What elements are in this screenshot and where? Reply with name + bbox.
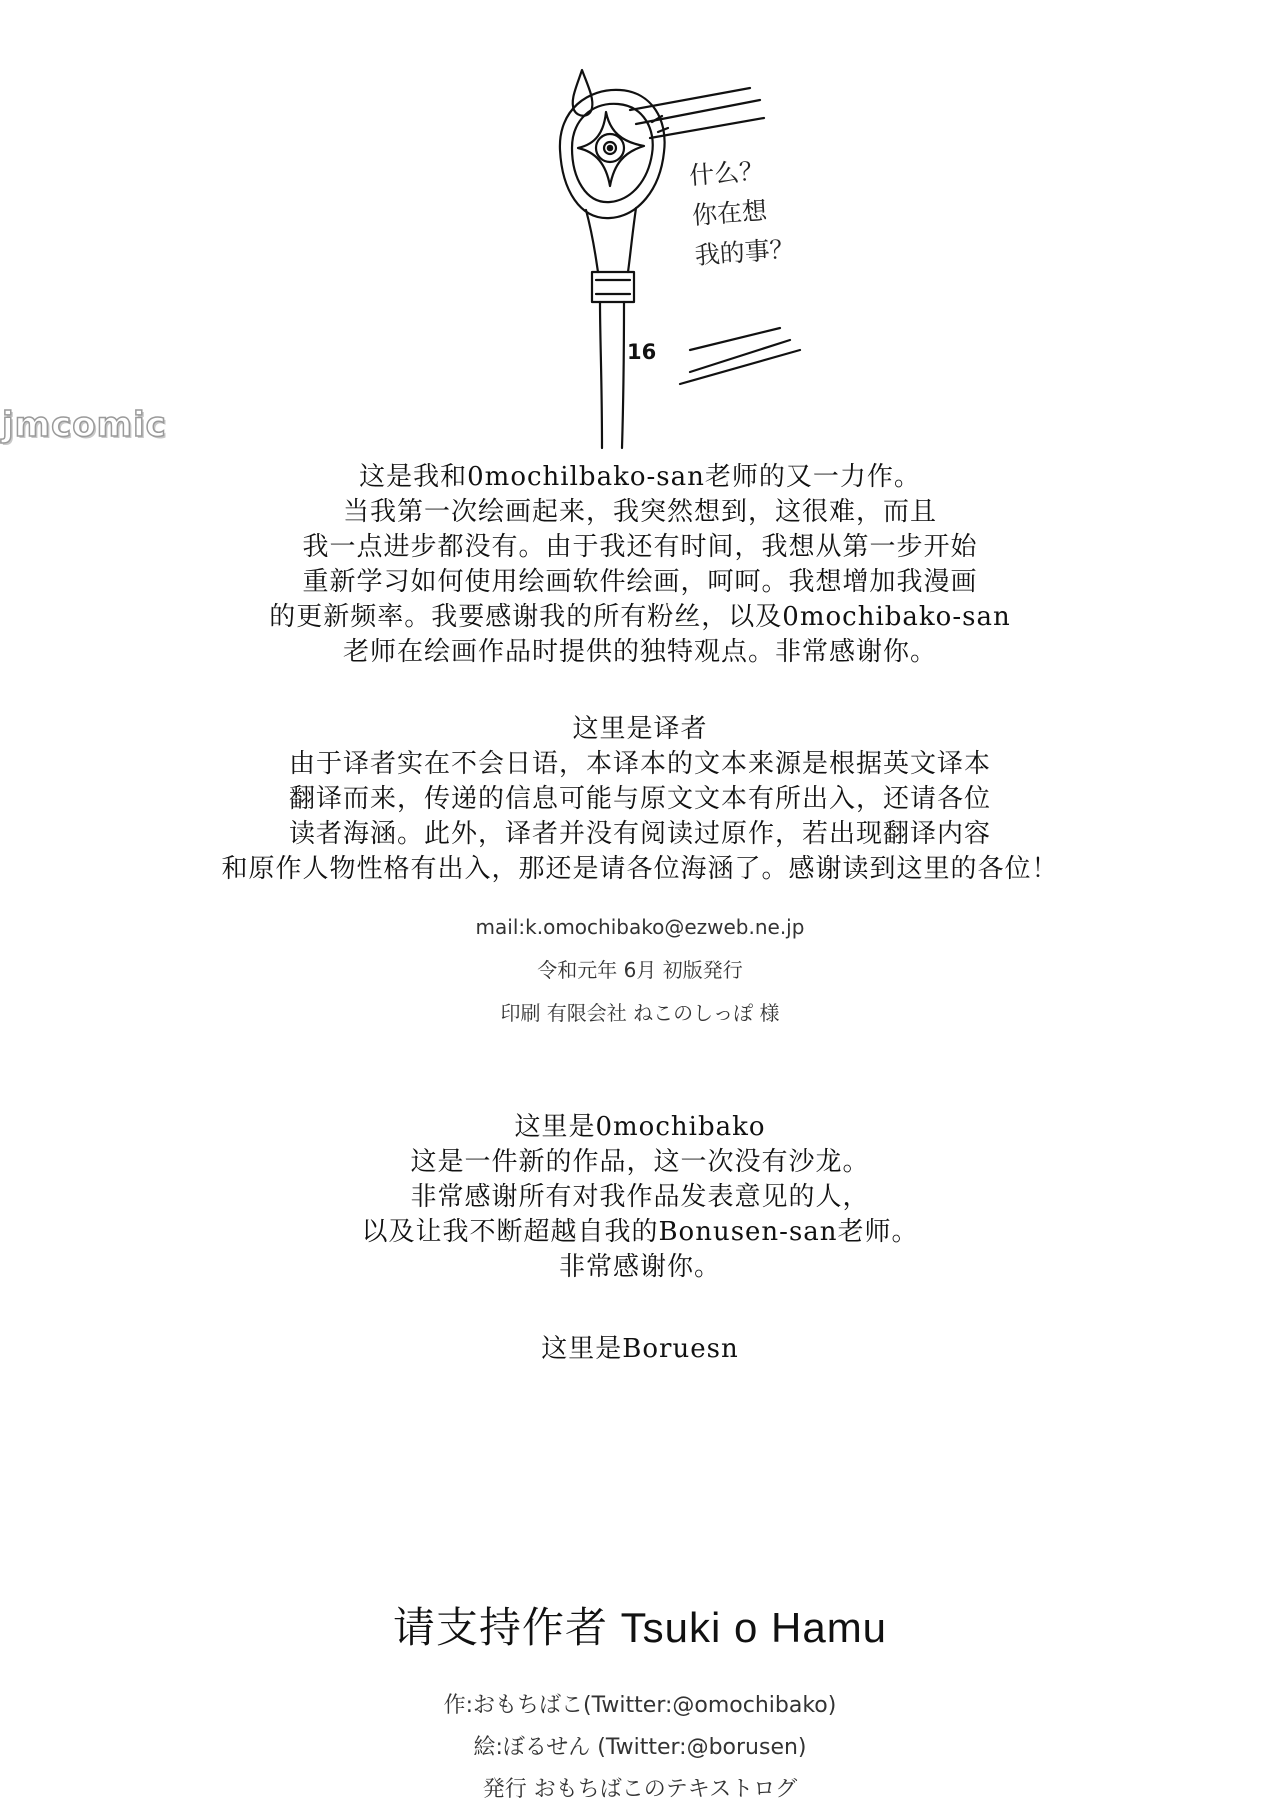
omochibako-note-line: 非常感谢你。 (558, 1252, 721, 1282)
author-note-line: 当我第一次绘画起来，我突然想到，这很难，而且 (342, 497, 937, 527)
author-note-line: 老师在绘画作品时提供的独特观点。非常感谢你。 (342, 637, 937, 667)
page-number: 16 (627, 340, 657, 364)
translator-note-line: 读者海涵。此外，译者并没有阅读过原作，若出现翻译内容 (288, 819, 991, 849)
printer-info: 印刷 有限会社 ねこのしっぽ 様 (500, 1001, 780, 1025)
translator-note-line: 翻译而来，传递的信息可能与原文文本有所出入，还请各位 (288, 784, 991, 814)
credits (0, 1685, 1280, 1811)
author-note-line: 重新学习如何使用绘画软件绘画，呵呵。我想增加我漫画 (302, 567, 978, 597)
speech-line: 我的事？ (693, 234, 796, 271)
translator-note-line: 和原作人物性格有出入，那还是请各位海涵了。感谢读到这里的各位！ (221, 854, 1059, 884)
boruesn-note (0, 1332, 1280, 1367)
author-note-line: 我一点进步都没有。由于我还有时间，我想从第一步开始 (302, 532, 978, 562)
edition-info: 令和元年 6月 初版発行 (537, 958, 743, 982)
translator-note (0, 712, 1280, 887)
translator-note-line: 由于译者实在不会日语，本译本的文本来源是根据英文译本 (288, 749, 991, 779)
credit-author: 作:おもちばこ(Twitter:@omochibako) (443, 1693, 837, 1718)
staff-shaft (600, 302, 624, 448)
speech-line: 什么？ (688, 156, 766, 191)
omochibako-note-line: 以及让我不断超越自我的Bonusen-san老师。 (361, 1217, 919, 1247)
author-note-line: 这是我和0mochilbako-san老师的又一力作。 (359, 462, 921, 492)
omochibako-note-line: 非常感谢所有对我作品发表意见的人， (410, 1182, 870, 1212)
credit-illustrator: 絵:ぼるせん (Twitter:@borusen) (473, 1735, 807, 1760)
publication-info (0, 906, 1280, 1035)
support-author-title: 请支持作者 Tsuki o Hamu (392, 1604, 888, 1651)
sweat-drop-icon (573, 70, 593, 116)
boruesn-note-heading: 这里是Boruesn (541, 1334, 739, 1364)
omochibako-note (0, 1110, 1280, 1285)
author-note (0, 460, 1280, 670)
translator-note-heading: 这里是译者 (572, 714, 708, 744)
contact-email: mail:k.omochibako@ezweb.ne.jp (475, 915, 805, 939)
speech-line: 你在想 (691, 195, 768, 231)
speech-bubble-text (688, 148, 816, 276)
watermark-logo: jmcomic (2, 405, 167, 445)
omochibako-note-heading: 这里是0mochibako (514, 1112, 766, 1142)
author-note-line: 的更新频率。我要感谢我的所有粉丝，以及0mochibako-san (269, 602, 1011, 632)
credit-publisher: 発行 おもちばこのテキストログ (482, 1777, 798, 1802)
omochibako-note-line: 这是一件新的作品，这一次没有沙龙。 (410, 1147, 870, 1177)
